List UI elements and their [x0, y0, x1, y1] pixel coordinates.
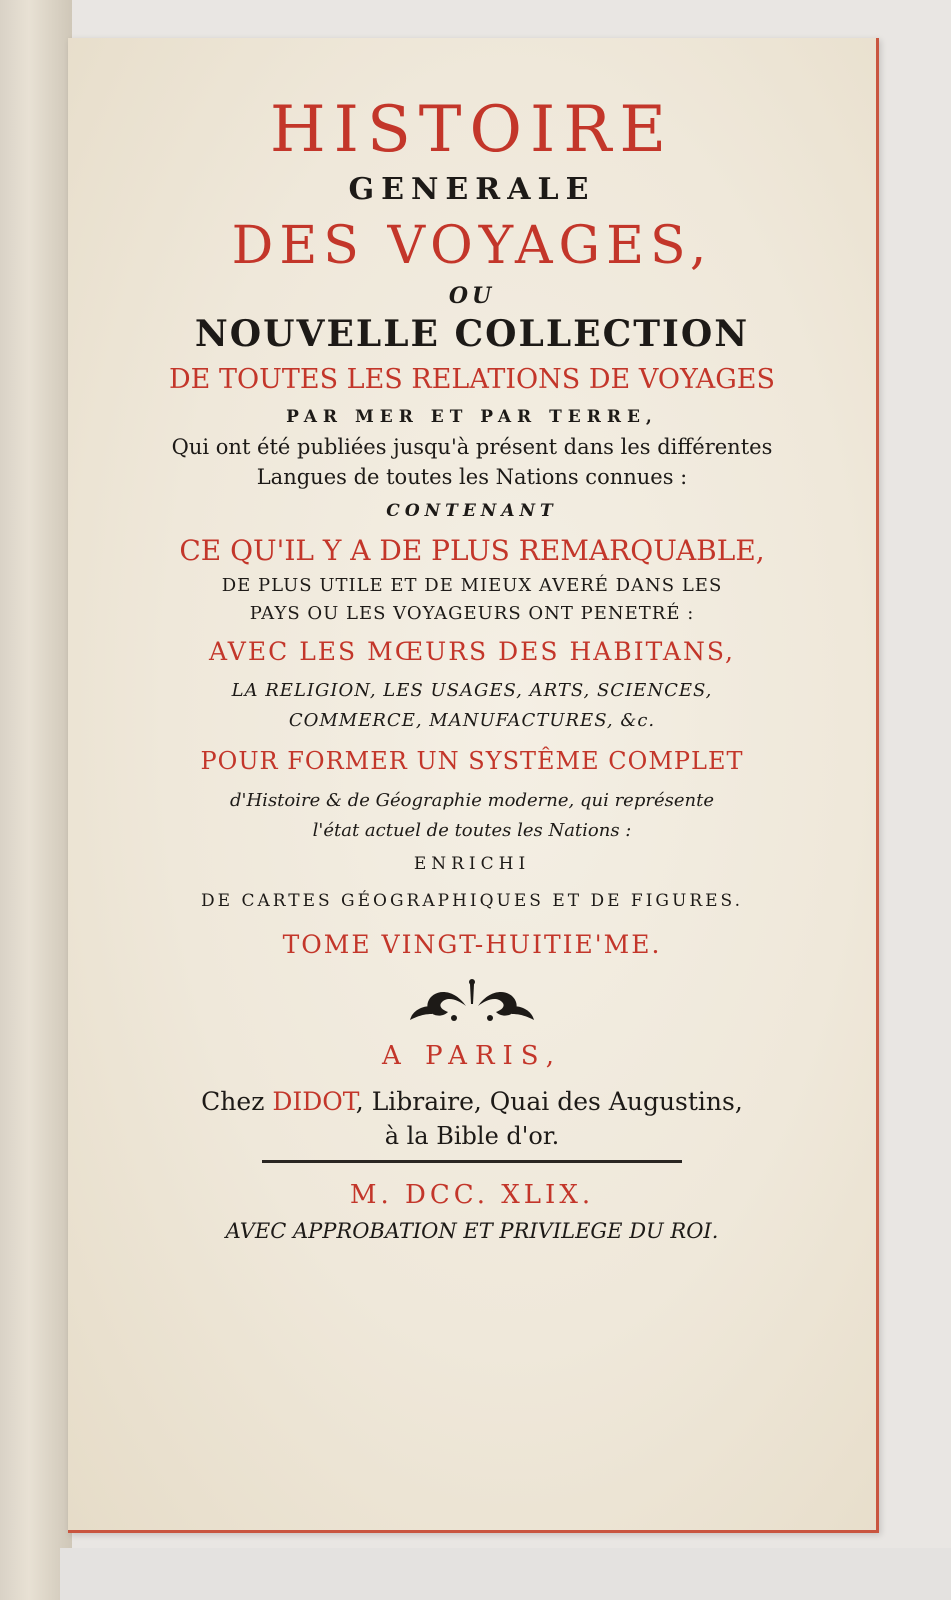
title-line-cartes: DE CARTES GÉOGRAPHIQUES ET DE FIGURES.: [201, 891, 743, 911]
title-line-generale: GENERALE: [348, 172, 596, 207]
horizontal-rule: [262, 1160, 682, 1163]
title-line-pays: PAYS OU LES VOYAGEURS ONT PENETRÉ :: [249, 603, 695, 624]
title-line-commerce: COMMERCE, MANUFACTURES, &c.: [288, 710, 656, 731]
imprint-publisher: DIDOT: [272, 1087, 356, 1116]
title-line-moeurs: AVEC LES MŒURS DES HABITANS,: [209, 637, 735, 666]
table-surface: [60, 1548, 951, 1600]
title-line-tome: TOME VINGT-HUITIE'ME.: [282, 930, 662, 959]
imprint-chez-didot: [68, 1084, 876, 1120]
title-text-block: [68, 38, 876, 1247]
title-line-par-mer: PAR MER ET PAR TERRE,: [286, 407, 658, 427]
title-line-enrichi: ENRICHI: [413, 854, 531, 874]
imprint-a-paris: A PARIS,: [382, 1041, 562, 1071]
imprint-privilege: AVEC APPROBATION ET PRIVILEGE DU ROI.: [225, 1219, 719, 1243]
title-line-des-voyages: DES VOYAGES,: [231, 216, 713, 276]
title-line-histoire-geographie: d'Histoire & de Géographie moderne, qui représente: [230, 790, 714, 811]
title-line-histoire: HISTOIRE: [269, 93, 675, 167]
title-line-etat-actuel: l'état actuel de toutes les Nations :: [312, 820, 632, 841]
imprint-chez: Chez: [201, 1087, 273, 1116]
left-page-edge: [0, 0, 72, 1600]
title-page: [68, 38, 879, 1533]
title-line-plus-utile: DE PLUS UTILE ET DE MIEUX AVERÉ DANS LES: [221, 575, 723, 596]
fleuron-ornament-icon: [68, 976, 876, 1028]
title-line-contenant: CONTENANT: [386, 501, 558, 521]
title-line-langues: Langues de toutes les Nations connues :: [256, 465, 688, 489]
title-line-ou: OU: [448, 283, 496, 309]
title-line-religion: LA RELIGION, LES USAGES, ARTS, SCIENCES,: [231, 680, 713, 701]
imprint-address: , Libraire, Quai des Augustins,: [355, 1087, 743, 1116]
imprint-date: M. DCC. XLIX.: [349, 1180, 595, 1210]
title-line-nouvelle-collection: NOUVELLE COLLECTION: [194, 313, 750, 355]
title-line-remarquable: CE QU'IL Y A DE PLUS REMARQUABLE,: [179, 534, 765, 567]
title-line-publiees: Qui ont été publiées jusqu'à présent dans les différentes: [171, 435, 773, 459]
imprint-bible-dor: à la Bible d'or.: [384, 1122, 560, 1150]
title-line-systeme: POUR FORMER UN SYSTÊME COMPLET: [200, 747, 744, 775]
title-line-toutes-relations: DE TOUTES LES RELATIONS DE VOYAGES: [169, 364, 775, 395]
